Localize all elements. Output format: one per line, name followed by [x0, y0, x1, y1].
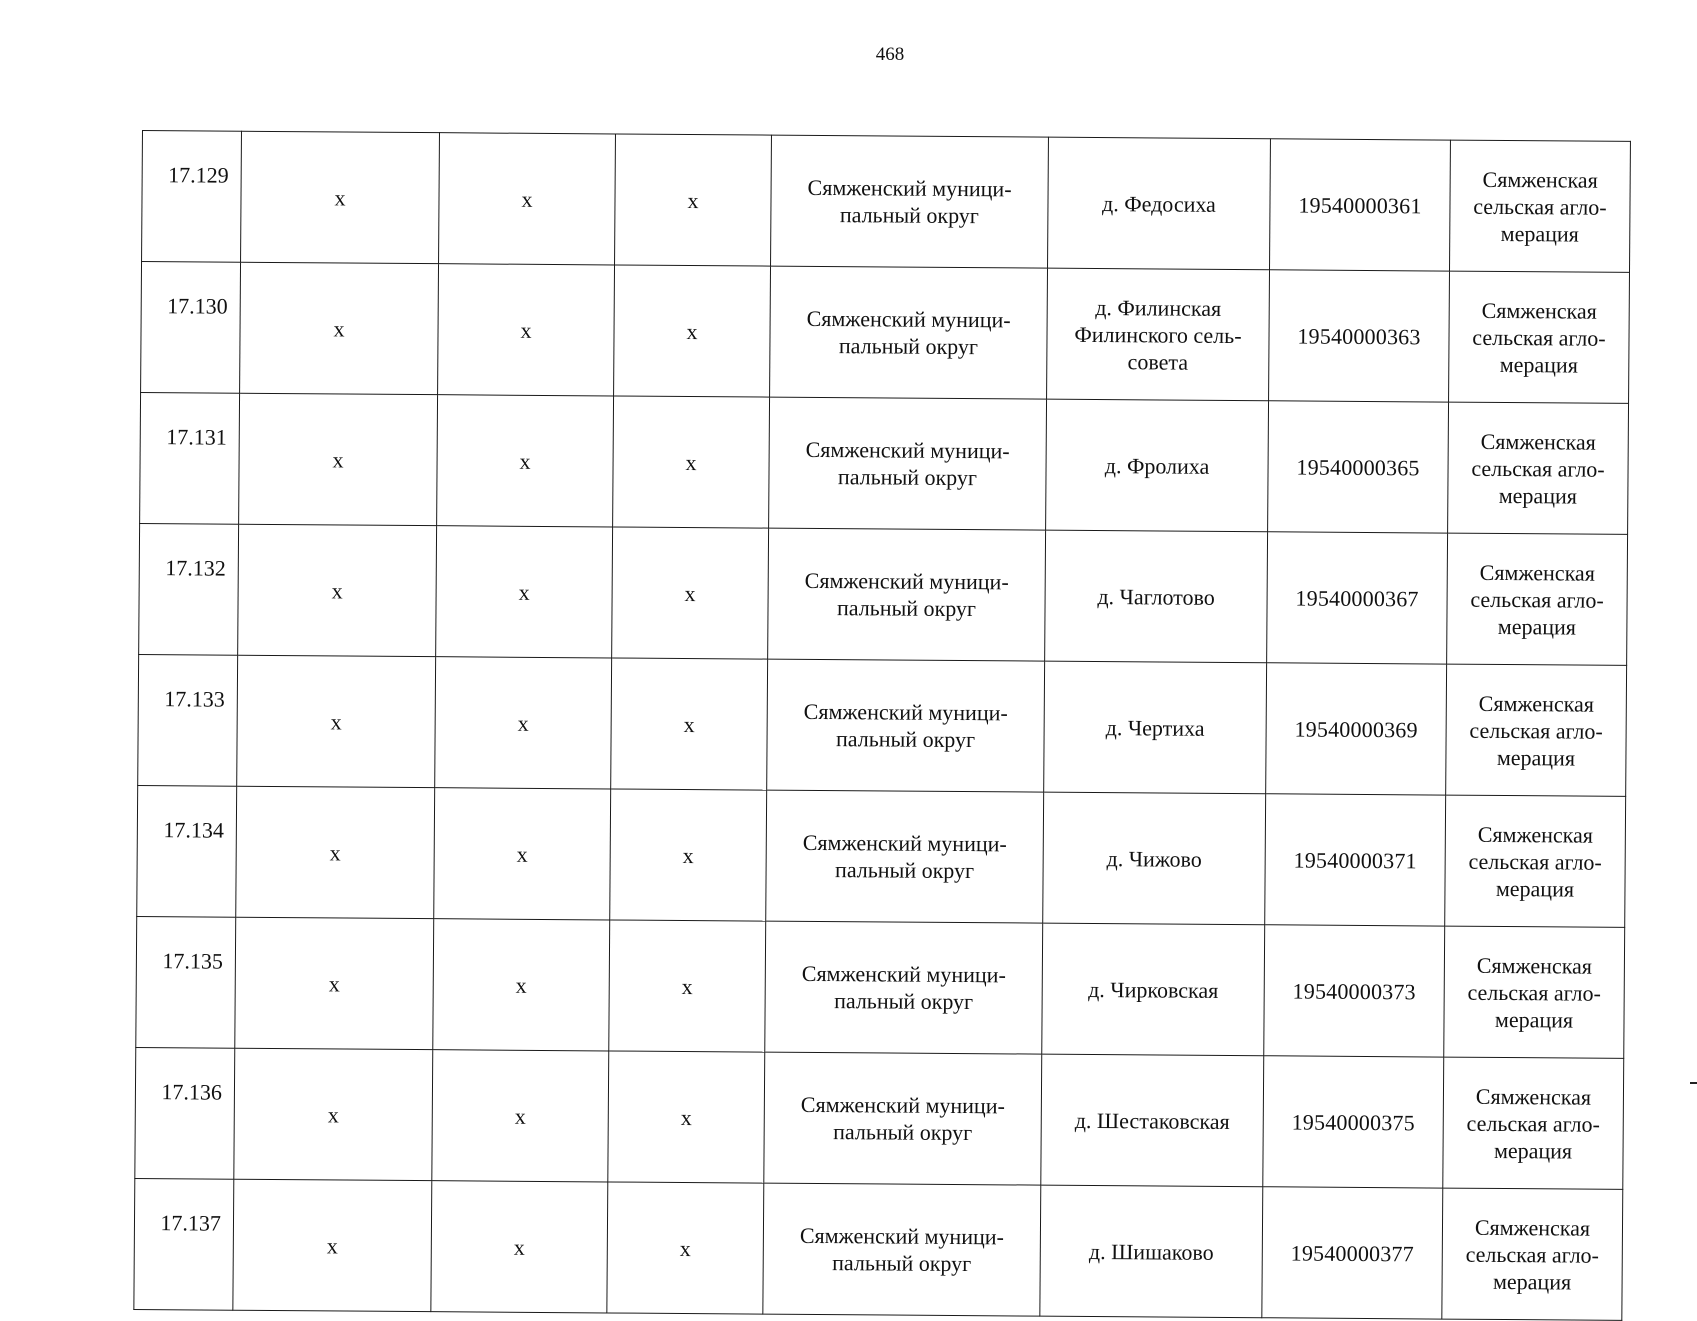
code-cell: 19540000373 — [1264, 925, 1445, 1057]
district-cell-line: пальный округ — [838, 333, 979, 360]
agglomeration-cell-line: мерация — [1494, 1006, 1574, 1033]
district-cell — [766, 790, 1044, 923]
table-row — [136, 916, 1625, 1058]
column-2-mark-cell: x — [436, 526, 613, 658]
column-3-mark-cell: x — [607, 1182, 764, 1314]
row-number-cell: 17.133 — [138, 654, 238, 786]
column-3-mark-cell: x — [612, 527, 769, 659]
agglomeration-cell — [1442, 1188, 1623, 1320]
settlement-cell — [1047, 268, 1270, 401]
district-cell — [767, 659, 1045, 792]
settlement-cell-line: д. Фролиха — [1104, 452, 1210, 479]
column-2-mark-cell: x — [438, 264, 615, 396]
row-number-cell: 17.135 — [136, 916, 236, 1048]
district-cell — [768, 528, 1046, 661]
agglomeration-cell-line: Сямженская — [1476, 952, 1593, 979]
column-1-mark-cell: x — [238, 524, 437, 656]
table-row — [138, 654, 1627, 796]
column-2-mark-cell: x — [439, 133, 616, 265]
settlement-cell — [1045, 530, 1268, 663]
district-cell-line: пальный округ — [837, 464, 978, 491]
column-1-mark-cell: x — [233, 1179, 432, 1311]
agglomeration-cell-line: Сямженская — [1474, 1214, 1591, 1241]
settlement-cell-line: д. Чижово — [1106, 845, 1202, 872]
agglomeration-cell-line: мерация — [1496, 744, 1576, 771]
district-cell-line: Сямженский муници- — [804, 567, 1009, 595]
code-cell: 19540000371 — [1265, 794, 1446, 926]
agglomeration-cell-line: сельская агло- — [1469, 717, 1603, 744]
column-2-mark-cell: x — [434, 788, 611, 920]
district-cell-line: пальный округ — [836, 595, 977, 622]
agglomeration-cell-line: сельская агло- — [1471, 455, 1605, 482]
column-1-mark-cell: x — [234, 1048, 433, 1180]
code-cell: 19540000377 — [1262, 1187, 1443, 1319]
column-1-mark-cell: x — [236, 786, 435, 918]
settlement-cell-line: д. Чирковская — [1088, 976, 1219, 1003]
table-row — [140, 392, 1629, 534]
agglomeration-cell-line: сельская агло- — [1472, 324, 1606, 351]
column-2-mark-cell: x — [435, 657, 612, 789]
agglomeration-cell — [1443, 1057, 1624, 1189]
agglomeration-cell — [1449, 271, 1630, 403]
settlement-cell-line: д. Шишаково — [1088, 1238, 1214, 1265]
settlement-cell-line: д. Филинская — [1095, 294, 1222, 321]
settlement-cell — [1043, 792, 1266, 925]
district-cell-line: Сямженский муници- — [799, 1222, 1005, 1250]
settlements-table — [133, 130, 1631, 1321]
column-3-mark-cell: x — [609, 920, 766, 1052]
row-number-cell: 17.130 — [141, 262, 241, 394]
agglomeration-cell-line: сельская агло- — [1466, 1110, 1600, 1137]
settlement-cell — [1041, 1054, 1264, 1187]
district-cell-line: пальный округ — [839, 202, 979, 229]
agglomeration-cell-line: мерация — [1492, 1268, 1572, 1295]
district-cell-line: пальный округ — [832, 1250, 972, 1277]
district-cell — [770, 266, 1048, 399]
code-cell: 19540000365 — [1268, 401, 1449, 533]
row-number-cell: 17.132 — [139, 523, 239, 655]
column-3-mark-cell: x — [613, 396, 770, 528]
settlement-cell — [1040, 1185, 1263, 1318]
district-cell — [764, 1052, 1042, 1185]
table-row — [137, 785, 1626, 927]
code-cell: 19540000361 — [1270, 139, 1451, 271]
agglomeration-cell — [1444, 926, 1625, 1058]
district-cell-line: пальный округ — [833, 1119, 973, 1146]
column-3-mark-cell: x — [608, 1051, 765, 1183]
district-cell — [771, 135, 1049, 268]
settlement-cell-line: совета — [1127, 348, 1189, 375]
agglomeration-cell — [1450, 140, 1631, 272]
agglomeration-cell-line: сельская агло- — [1465, 1241, 1600, 1268]
code-cell: 19540000369 — [1266, 663, 1447, 795]
table-body — [134, 131, 1631, 1321]
row-number-cell: 17.137 — [134, 1178, 234, 1310]
column-3-mark-cell: x — [614, 265, 771, 397]
table-row — [142, 131, 1631, 273]
row-number-cell: 17.134 — [137, 785, 237, 917]
agglomeration-cell — [1448, 402, 1629, 534]
district-cell-line: Сямженский муници- — [805, 436, 1010, 464]
district-cell-line: Сямженский муници- — [806, 305, 1011, 333]
code-cell: 19540000367 — [1267, 532, 1448, 664]
row-number-cell: 17.131 — [140, 392, 240, 524]
district-cell-line: Сямженский муници- — [800, 1091, 1005, 1119]
district-cell-line: Сямженский муници- — [803, 698, 1008, 726]
row-number-cell: 17.136 — [135, 1047, 235, 1179]
column-1-mark-cell: x — [235, 917, 434, 1049]
district-cell — [765, 921, 1043, 1054]
agglomeration-cell-line: Сямженская — [1475, 1083, 1592, 1110]
column-2-mark-cell: x — [437, 395, 614, 527]
agglomeration-cell-line: Сямженская — [1481, 297, 1597, 324]
column-3-mark-cell: x — [611, 658, 768, 790]
district-cell-line: пальный округ — [835, 726, 976, 753]
settlement-cell — [1048, 137, 1271, 270]
code-cell: 19540000363 — [1269, 270, 1450, 402]
page-number: 468 — [875, 44, 905, 65]
agglomeration-cell-line: Сямженская — [1480, 428, 1596, 455]
column-2-mark-cell: x — [431, 1181, 608, 1313]
agglomeration-cell-line: сельская агло- — [1468, 848, 1602, 875]
district-cell-line: Сямженский муници- — [802, 829, 1007, 857]
column-1-mark-cell: x — [237, 655, 436, 787]
agglomeration-cell-line: Сямженская — [1478, 690, 1595, 717]
settlement-cell-line: д. Шестаковская — [1074, 1107, 1230, 1134]
agglomeration-cell-line: мерация — [1495, 875, 1575, 902]
agglomeration-cell-line: сельская агло- — [1473, 193, 1607, 220]
settlement-cell-line: Филинского сель- — [1074, 321, 1242, 348]
code-cell: 19540000375 — [1263, 1056, 1444, 1188]
settlement-cell — [1042, 923, 1265, 1056]
column-1-mark-cell: x — [240, 262, 439, 394]
agglomeration-cell-line: сельская агло- — [1467, 979, 1601, 1006]
agglomeration-cell-line: Сямженская — [1477, 821, 1594, 848]
district-cell — [769, 397, 1047, 530]
district-cell-line: пальный округ — [834, 988, 974, 1015]
agglomeration-cell — [1445, 795, 1626, 927]
agglomeration-cell-line: мерация — [1497, 613, 1577, 640]
agglomeration-cell — [1446, 664, 1627, 796]
agglomeration-cell-line: мерация — [1500, 220, 1579, 247]
table-row — [141, 262, 1630, 404]
row-number-cell: 17.129 — [142, 131, 242, 263]
agglomeration-cell-line: мерация — [1498, 482, 1578, 509]
agglomeration-cell-line: Сямженская — [1482, 166, 1598, 193]
column-2-mark-cell: x — [432, 1050, 609, 1182]
settlement-cell-line: д. Федосиха — [1101, 190, 1216, 217]
agglomeration-cell-line: мерация — [1493, 1137, 1573, 1164]
agglomeration-cell-line: мерация — [1499, 351, 1578, 378]
column-2-mark-cell: x — [433, 919, 610, 1051]
column-3-mark-cell: x — [615, 134, 772, 266]
column-1-mark-cell: x — [239, 393, 438, 525]
agglomeration-cell-line: Сямженская — [1479, 559, 1595, 586]
margin-mark — [1690, 1082, 1697, 1084]
column-3-mark-cell: x — [610, 789, 767, 921]
settlement-cell — [1046, 399, 1269, 532]
settlement-cell-line: д. Чертиха — [1105, 714, 1205, 741]
agglomeration-cell-line: сельская агло- — [1470, 586, 1604, 613]
agglomeration-cell — [1447, 533, 1628, 665]
table-row — [139, 523, 1628, 665]
column-1-mark-cell: x — [241, 131, 440, 263]
district-cell-line: Сямженский муници- — [807, 174, 1012, 202]
settlement-cell-line: д. Чаглотово — [1097, 583, 1215, 610]
table-row — [135, 1047, 1624, 1189]
district-cell-line: пальный округ — [835, 857, 975, 884]
district-cell — [763, 1183, 1041, 1316]
settlement-cell — [1044, 661, 1267, 794]
district-cell-line: Сямженский муници- — [801, 960, 1006, 988]
